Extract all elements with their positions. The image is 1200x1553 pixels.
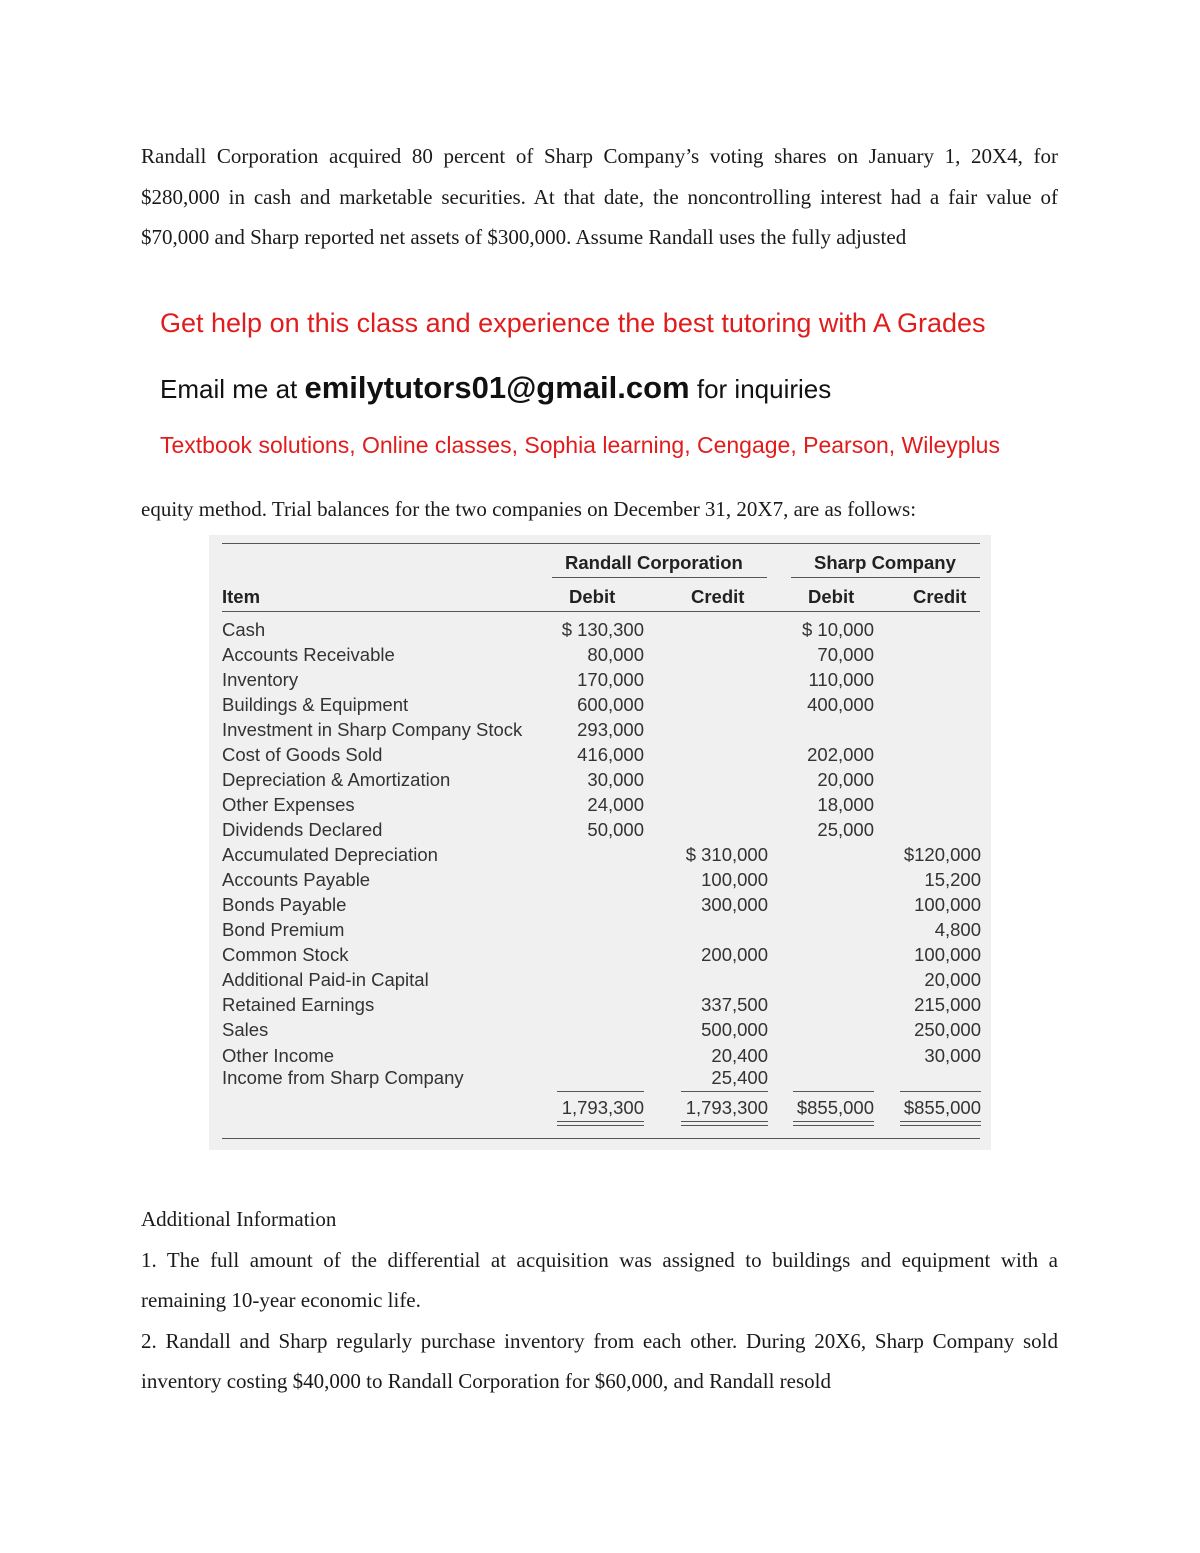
table-row <box>209 719 991 744</box>
row-item-label: Accumulated Depreciation <box>222 844 438 865</box>
row-randall-credit: 500,000 <box>701 1019 768 1040</box>
row-sharp-debit: 110,000 <box>808 669 874 690</box>
table-row <box>209 669 991 694</box>
col-item: Item <box>222 586 261 607</box>
row-item-label: Sales <box>222 1019 269 1040</box>
row-sharp-debit: $ 10,000 <box>801 619 874 640</box>
table-row <box>209 844 991 869</box>
row-item-label: Bond Premium <box>222 919 345 940</box>
row-randall-credit: 20,400 <box>711 1045 768 1066</box>
row-randall-debit: 24,000 <box>587 794 644 815</box>
row-sharp-credit: 100,000 <box>914 894 981 915</box>
ad-email-prefix: Email me at <box>160 374 305 404</box>
ad-email-suffix: for inquiries <box>689 374 832 404</box>
row-item-label: Dividends Declared <box>222 819 383 840</box>
row-randall-credit: 25,400 <box>711 1067 768 1088</box>
row-item-label: Additional Paid-in Capital <box>222 969 429 990</box>
row-sharp-credit: 30,000 <box>924 1045 981 1066</box>
table-top-rule <box>222 543 980 544</box>
row-item-label: Bonds Payable <box>222 894 347 915</box>
sharp-header-rule <box>791 577 980 578</box>
total-randall-debit: 1,793,300 <box>561 1097 644 1118</box>
row-item-label: Inventory <box>222 669 299 690</box>
row-item-label: Accounts Payable <box>222 869 371 890</box>
row-sharp-credit: 250,000 <box>914 1019 981 1040</box>
row-item-label: Accounts Receivable <box>222 644 395 665</box>
total-rule-sd <box>793 1091 874 1092</box>
table-row <box>209 744 991 769</box>
header-bottom-rule <box>222 611 980 612</box>
total-randall-credit: 1,793,300 <box>685 1097 768 1118</box>
row-sharp-credit: 20,000 <box>924 969 981 990</box>
table-row <box>209 819 991 844</box>
row-randall-debit: 170,000 <box>577 669 644 690</box>
additional-item-2: 2. Randall and Sharp regularly purchase inventory from each other. During 20X6, Sharp Company sold inventory costing $40,000 to Randall Corporation for $60,000, and Randall resold <box>141 1328 1058 1394</box>
row-randall-debit: 30,000 <box>587 769 644 790</box>
table-row <box>209 919 991 944</box>
total-double-rule-rd <box>557 1121 644 1126</box>
total-sharp-debit: $855,000 <box>796 1097 874 1118</box>
total-rule-sc <box>900 1091 981 1092</box>
header-randall: Randall Corporation <box>565 552 743 573</box>
row-randall-credit: 300,000 <box>701 894 768 915</box>
intro-paragraph: Randall Corporation acquired 80 percent of Sharp Company’s voting shares on January 1, 20X4, for $280,000 in cash and marketable securities. At that date, the noncontrolling interest had a fair value of $70,000 and Sharp reported net assets of $300,000. Assume Randall uses the fully adjusted <box>141 144 1058 250</box>
row-sharp-debit: 202,000 <box>807 744 874 765</box>
row-randall-credit: 100,000 <box>701 869 768 890</box>
additional-item-1: 1. The full amount of the differential at acquisition was assigned to buildings and equipment with a remaining 10-year economic life. <box>141 1247 1058 1313</box>
ad-email-line <box>160 370 831 406</box>
row-sharp-debit: 70,000 <box>817 644 874 665</box>
ad-email-address[interactable]: emilytutors01@gmail.com <box>304 370 690 405</box>
col-randall-credit: Credit <box>691 586 745 607</box>
total-sharp-credit: $855,000 <box>903 1097 981 1118</box>
table-row <box>209 944 991 969</box>
ad-services-line: Textbook solutions, Online classes, Sophia learning, Cengage, Pearson, Wileyplus <box>160 432 1000 458</box>
table-row <box>209 694 991 719</box>
row-randall-credit: 200,000 <box>701 944 768 965</box>
table-row <box>209 769 991 794</box>
table-row <box>209 894 991 919</box>
trial-balance-table <box>209 535 991 1150</box>
row-item-label: Depreciation & Amortization <box>222 769 451 790</box>
row-item-label: Investment in Sharp Company Stock <box>222 719 523 740</box>
header-sharp: Sharp Company <box>814 552 956 573</box>
row-randall-debit: $ 130,300 <box>561 619 644 640</box>
table-row <box>209 619 991 644</box>
row-randall-debit: 416,000 <box>577 744 644 765</box>
additional-information <box>141 1199 1058 1402</box>
table-row <box>209 969 991 994</box>
table-row <box>209 1019 991 1044</box>
row-item-label: Cash <box>222 619 266 640</box>
row-sharp-debit: 20,000 <box>817 769 874 790</box>
ad-tutoring-headline: Get help on this class and experience the best tutoring with A Grades <box>160 308 986 338</box>
table-row <box>209 869 991 894</box>
row-item-label: Other Expenses <box>222 794 355 815</box>
totals-row <box>209 1097 991 1122</box>
row-sharp-debit: 25,000 <box>817 819 874 840</box>
row-item-label: Income from Sharp Company <box>222 1067 464 1088</box>
col-randall-debit: Debit <box>569 586 616 607</box>
row-randall-debit: 80,000 <box>587 644 644 665</box>
table-row <box>209 1067 991 1092</box>
total-double-rule-sd <box>793 1121 874 1126</box>
table-row <box>209 794 991 819</box>
row-sharp-debit: 400,000 <box>807 694 874 715</box>
row-sharp-credit: 4,800 <box>934 919 981 940</box>
row-sharp-credit: 15,200 <box>924 869 981 890</box>
row-randall-credit: $ 310,000 <box>685 844 768 865</box>
row-sharp-credit: $120,000 <box>903 844 981 865</box>
total-double-rule-rc <box>681 1121 768 1126</box>
row-randall-debit: 293,000 <box>577 719 644 740</box>
row-item-label: Retained Earnings <box>222 994 375 1015</box>
col-sharp-debit: Debit <box>808 586 855 607</box>
table-row <box>209 994 991 1019</box>
additional-heading: Additional Information <box>141 1207 337 1231</box>
randall-header-rule <box>552 577 767 578</box>
row-item-label: Other Income <box>222 1045 335 1066</box>
row-item-label: Buildings & Equipment <box>222 694 409 715</box>
row-item-label: Common Stock <box>222 944 349 965</box>
table-bottom-rule <box>222 1138 980 1139</box>
row-sharp-credit: 215,000 <box>914 994 981 1015</box>
row-randall-debit: 50,000 <box>587 819 644 840</box>
col-sharp-credit: Credit <box>913 586 967 607</box>
trial-balance-intro: equity method. Trial balances for the two companies on December 31, 20X7, are as follows: <box>141 497 917 521</box>
row-sharp-credit: 100,000 <box>914 944 981 965</box>
table-row <box>209 644 991 669</box>
row-sharp-debit: 18,000 <box>817 794 874 815</box>
total-rule-rc <box>681 1091 768 1092</box>
row-randall-debit: 600,000 <box>577 694 644 715</box>
total-double-rule-sc <box>900 1121 981 1126</box>
row-item-label: Cost of Goods Sold <box>222 744 383 765</box>
row-randall-credit: 337,500 <box>701 994 768 1015</box>
total-rule-rd <box>557 1091 644 1092</box>
